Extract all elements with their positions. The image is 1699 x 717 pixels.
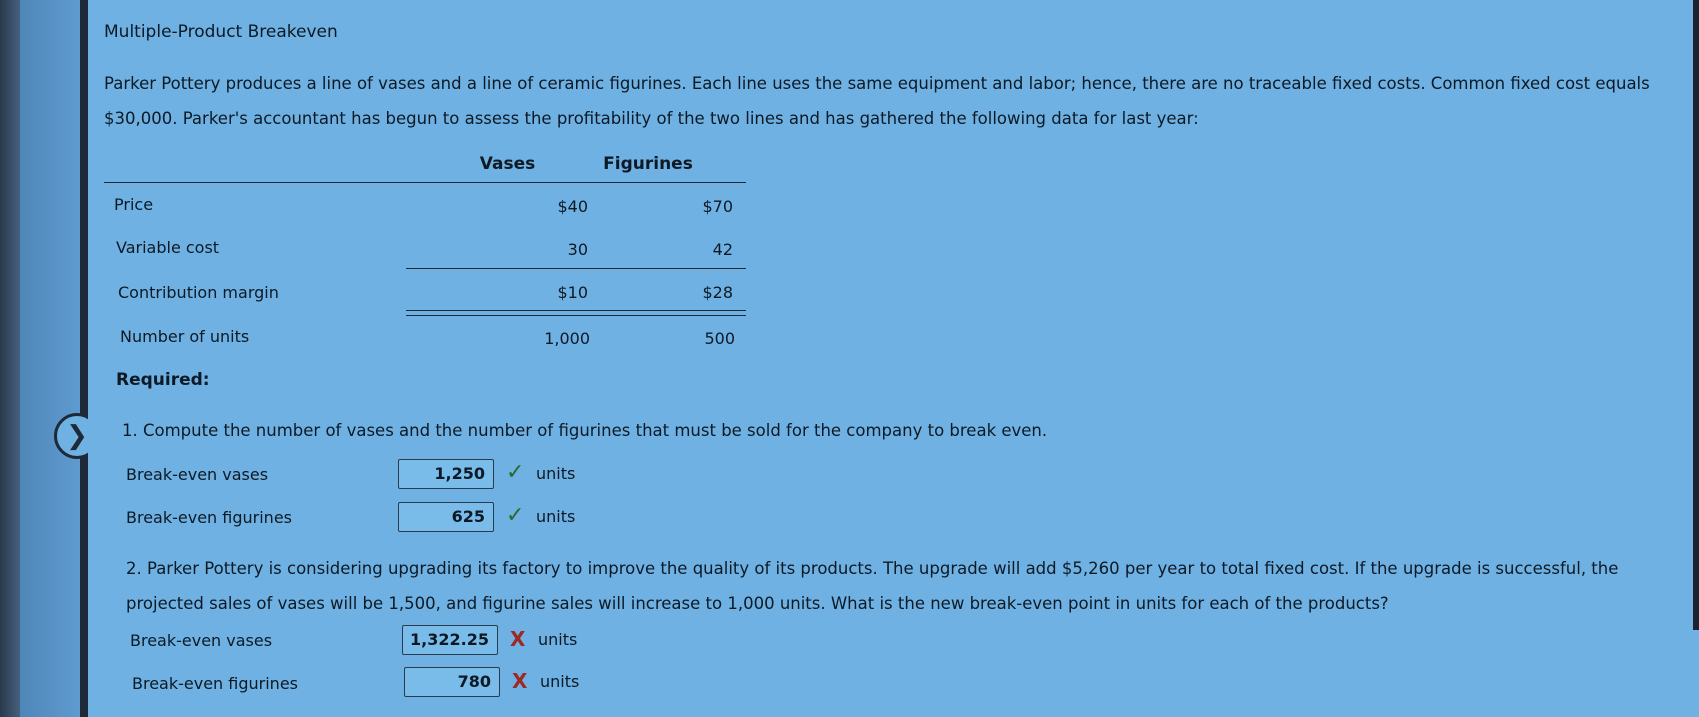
check-icon: ✓ <box>506 460 525 485</box>
header-rule <box>104 182 746 183</box>
row-label-contribution-margin: Contribution margin <box>118 283 279 302</box>
row-label-price: Price <box>114 195 154 214</box>
answer-label-q1-vases: Break-even vases <box>126 465 269 484</box>
row-label-variable-cost: Variable cost <box>116 238 220 257</box>
cell-contribution-margin-vases: $10 <box>557 283 588 302</box>
question-2: 2. Parker Pottery is considering upgrading its factory to improve the quality of its products. The upgrade will add $5,260 per year to total fixed cost. If the upgrade is successful, the projected sales of vases will be 1,500, and figurine sales will increase to 1,000 units. What is the new break-even point in units for each of the products? <box>126 559 1619 613</box>
question-1: 1. Compute the number of vases and the number of figurines that must be sold for the company to break even. <box>122 421 1048 440</box>
unit-label: units <box>536 464 576 483</box>
column-header-figurines: Figurines <box>603 154 693 174</box>
page-title: Multiple-Product Breakeven <box>104 22 338 42</box>
total-double-rule <box>406 310 746 316</box>
subtotal-rule <box>406 268 746 269</box>
answer-label-q1-figurines: Break-even figurines <box>126 508 292 527</box>
required-heading: Required: <box>116 370 210 390</box>
problem-intro: Parker Pottery produces a line of vases and a line of ceramic figurines. Each line uses the same equipment and labor; hence, there are no traceable fixed costs. Common fixed cost equals $30,000. Parker's accountant has begun to assess the profitability of the two lines and has gathered the following data for last year: <box>104 74 1650 128</box>
left-edge-strip <box>0 0 20 717</box>
answer-label-q2-vases: Break-even vases <box>130 631 273 650</box>
cell-contribution-margin-figurines: $28 <box>702 283 733 302</box>
answer-input-q1-vases[interactable]: 1,250 <box>398 459 494 489</box>
unit-label: units <box>540 672 580 691</box>
left-divider <box>80 0 88 717</box>
answer-input-q2-figurines[interactable]: 780 <box>404 667 500 697</box>
unit-label: units <box>536 507 576 526</box>
check-icon: ✓ <box>506 503 525 528</box>
cell-price-vases: $40 <box>557 197 588 216</box>
column-header-vases: Vases <box>479 154 536 174</box>
row-label-number-of-units: Number of units <box>120 327 250 346</box>
answer-label-q2-figurines: Break-even figurines <box>132 674 298 693</box>
cell-variable-cost-vases: 30 <box>567 240 588 259</box>
cell-variable-cost-figurines: 42 <box>712 240 733 259</box>
x-icon: X <box>512 669 528 693</box>
cell-price-figurines: $70 <box>702 197 733 216</box>
unit-label: units <box>538 630 578 649</box>
cell-units-figurines: 500 <box>704 329 735 348</box>
answer-input-q2-vases[interactable]: 1,322.25 <box>402 625 498 655</box>
chevron-right-icon: ❯ <box>66 421 88 451</box>
x-icon: X <box>510 627 526 651</box>
problem-content <box>88 0 1699 717</box>
answer-input-q1-figurines[interactable]: 625 <box>398 502 494 532</box>
cell-units-vases: 1,000 <box>544 329 590 348</box>
right-edge <box>1693 0 1699 630</box>
left-navigation-bar <box>20 0 80 717</box>
